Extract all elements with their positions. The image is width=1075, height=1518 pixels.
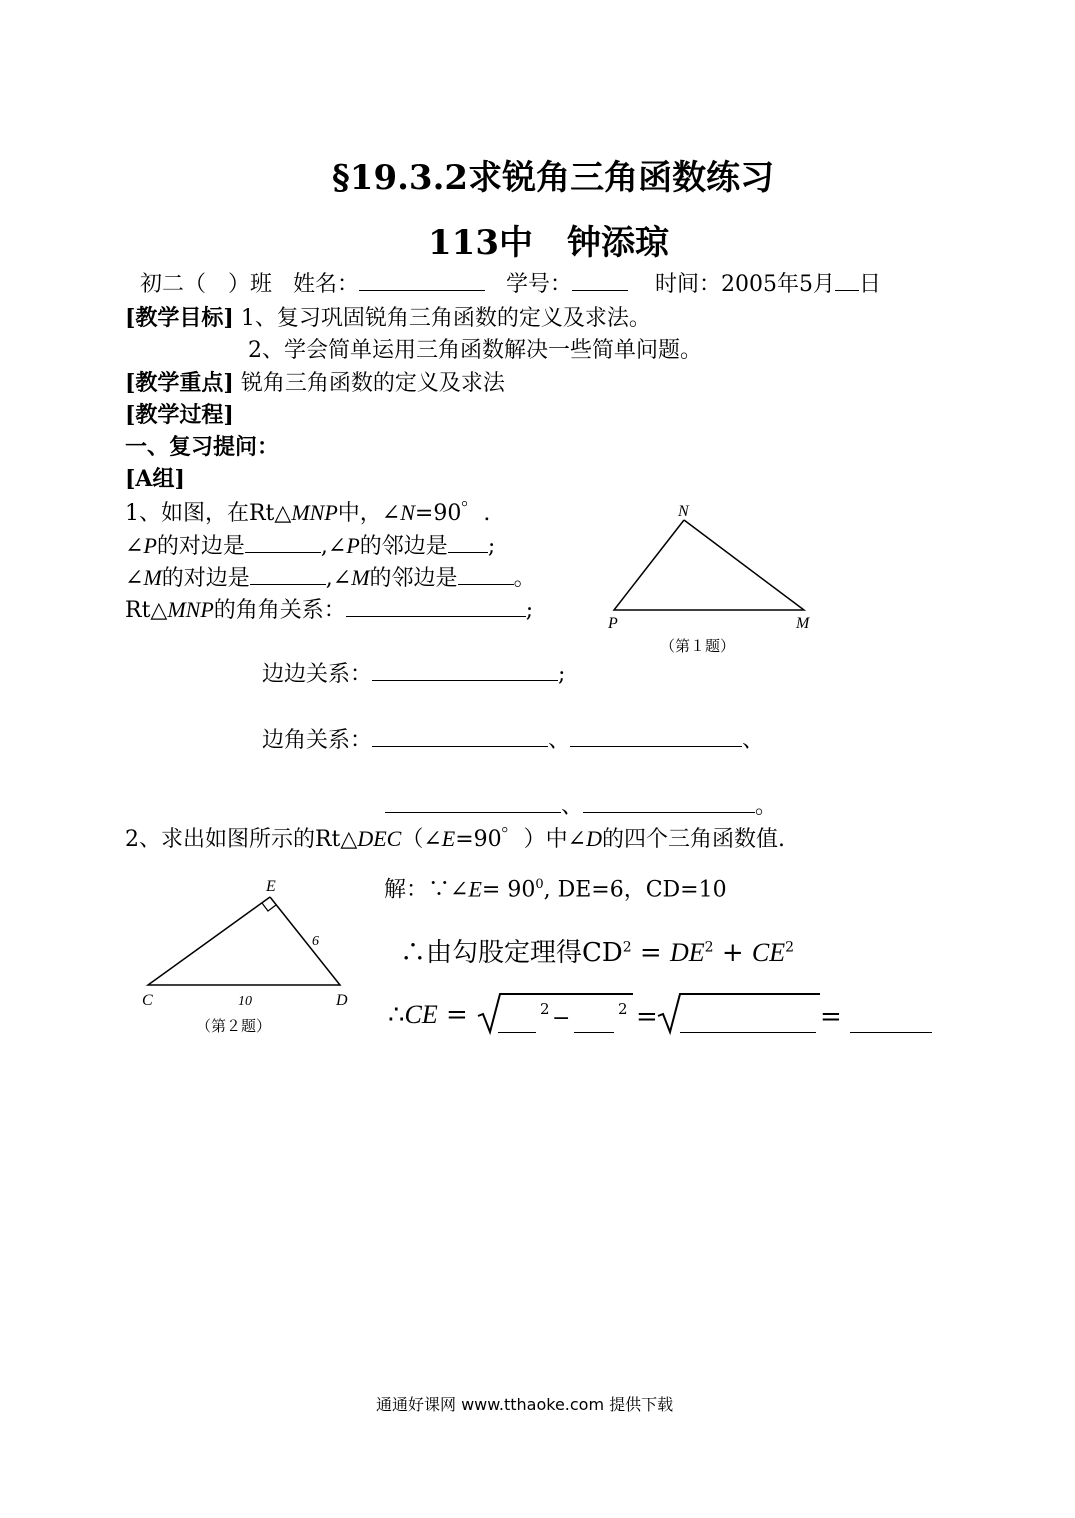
sqrt1-sup-a: 2 [540, 1000, 550, 1018]
ce-line-prefix [388, 1000, 468, 1030]
ce-result-blank[interactable] [850, 1012, 932, 1033]
angle-p-2: P [346, 533, 360, 558]
focus-label: [教学重点] [125, 370, 234, 396]
pythagoras-de: DE [670, 938, 705, 967]
degree-sup: 0 [535, 877, 544, 892]
q2-text-d: 的四个三角函数值. [601, 827, 785, 852]
triangle-mnp [614, 520, 804, 610]
q2-angle-d: D [586, 826, 602, 851]
m-adjacent-blank[interactable] [458, 564, 514, 585]
pythagoras-ce: CE [751, 938, 786, 967]
therefore-symbol: ∴ [388, 1000, 405, 1030]
vertex-n-label: N [678, 503, 689, 520]
vertex-c-label: C [142, 992, 153, 1009]
goal-item-2: 2、学会简单运用三角函数解决一些简单问题。 [248, 338, 702, 363]
footer-text: 通通好课网 www.tthaoke.com 提供下载 [376, 1395, 674, 1414]
side-angle-line-1: 边角关系： 、 、 [262, 728, 765, 753]
side-cd-label: 10 [238, 994, 252, 1009]
group-a-label: [A组] [125, 466, 185, 492]
p-adjacent-blank[interactable] [448, 532, 488, 553]
q1-text-b: 中，∠ [337, 501, 401, 526]
side-angle-line-2: 、 。 [385, 792, 777, 820]
goals-line-1 [125, 305, 651, 332]
solution-given: = 90 [481, 877, 536, 903]
q2-line [125, 826, 785, 853]
side-relation-label: 边边关系： [262, 662, 373, 687]
opp-label-p: 的对边是 [156, 534, 245, 559]
author-line: 113中 钟添琼 [428, 223, 669, 263]
side-ed-label: 6 [312, 934, 319, 949]
de-square: 2 [704, 939, 714, 956]
page-title: §19.3.2求锐角三角函数练习 [332, 158, 775, 198]
pythagoras-plus: + [713, 938, 752, 968]
ce-square: 2 [785, 939, 795, 956]
m-opposite-blank[interactable] [250, 564, 326, 585]
side-angle-relation-label: 边角关系： [262, 728, 373, 753]
sqrt1-blank-a[interactable] [498, 1012, 536, 1033]
side-angle-blank-2[interactable] [570, 726, 742, 747]
sqrt1-minus: − [552, 1006, 571, 1031]
info-line [140, 270, 881, 298]
angle-m: M [143, 565, 162, 590]
ce-equals: = [437, 1000, 468, 1030]
q2-text-a: 2、求出如图所示的Rt△ [125, 827, 358, 852]
side-angle-blank-1[interactable] [372, 726, 548, 747]
time-label: 时间：2005年5月 [655, 272, 836, 297]
pythagoras-text: ∴由勾股定理得CD [400, 938, 623, 968]
vertex-m-label: M [796, 615, 810, 632]
q1-triangle-name-2: MNP [167, 597, 214, 622]
rt-prefix: Rt△ [125, 598, 168, 623]
sqrt2-blank[interactable] [680, 1012, 816, 1033]
solution-prefix: 解：∵∠ [384, 877, 469, 903]
side-angle-blank-3[interactable] [385, 792, 561, 813]
figure-1-caption: （第１题） [660, 637, 736, 655]
q1-line-3: ∠M的对边是 ,∠M的邻边是 。 [125, 565, 536, 591]
q2-text-c: =90゜）中∠ [455, 827, 587, 852]
right-angle-mark [262, 903, 276, 911]
figure-2-caption: （第２题） [196, 1017, 272, 1035]
equals-2: = [636, 1002, 658, 1032]
solution-angle-e: E [468, 876, 482, 902]
q2-text-b: （∠ [401, 827, 442, 852]
class-label: 初二（ ）班 [140, 272, 273, 297]
figure-2-triangle [130, 875, 370, 1015]
student-id-blank[interactable] [572, 270, 628, 291]
solution-rest: , DE=6，CD=10 [543, 877, 727, 903]
q1-text-a: 1、如图，在Rt△ [125, 501, 292, 526]
process-label: [教学过程] [125, 402, 234, 428]
angle-m-2: M [351, 565, 370, 590]
section-1-label: 一、复习提问： [125, 434, 280, 460]
pythagoras-line [400, 932, 794, 969]
solution-given-line [384, 872, 727, 903]
side-relation-blank[interactable] [372, 660, 558, 681]
name-blank[interactable] [359, 270, 485, 291]
student-id-label: 学号： [506, 272, 573, 297]
q1-line-4: Rt△MNP的角角关系： ; [125, 597, 534, 623]
q1-triangle-name: MNP [291, 500, 338, 525]
cd-square: 2 [622, 939, 632, 956]
day-suffix: 日 [859, 272, 882, 297]
angle-relation-blank[interactable] [346, 596, 526, 617]
q1-line-1 [125, 500, 490, 527]
focus-text: 锐角三角函数的定义及求法 [240, 371, 505, 396]
goals-label: [教学目标] [125, 305, 234, 331]
angle-p: P [143, 533, 157, 558]
vertex-e-label: E [266, 878, 276, 895]
side-angle-blank-4[interactable] [583, 792, 755, 813]
equals-3: = [820, 1002, 842, 1032]
vertex-p-label: P [608, 615, 618, 632]
side-relation-line: 边边关系： ; [262, 662, 566, 687]
adj-label-m: 的邻边是 [369, 566, 458, 591]
name-label: 姓名： [293, 272, 360, 297]
q2-triangle-name: DEC [357, 826, 402, 851]
ce-variable: CE [404, 1000, 438, 1029]
day-blank[interactable] [835, 270, 859, 291]
opp-label-m: 的对边是 [161, 566, 250, 591]
sqrt1-sup-b: 2 [618, 1000, 628, 1018]
adj-label-p: 的邻边是 [359, 534, 448, 559]
q1-line-2: ∠P的对边是 ,∠P的邻边是 ; [125, 533, 496, 559]
q1-text-c: =90゜. [414, 501, 491, 526]
vertex-d-label: D [336, 992, 348, 1009]
q1-angle-n: N [400, 500, 415, 525]
focus-line [125, 370, 505, 397]
p-opposite-blank[interactable] [245, 532, 321, 553]
sqrt1-blank-b[interactable] [574, 1012, 614, 1033]
q2-angle-e: E [441, 826, 456, 851]
angle-relation-label: 的角角关系： [213, 598, 346, 623]
goal-item-1: 1、复习巩固锐角三角函数的定义及求法。 [240, 306, 651, 331]
pythagoras-eq: = [631, 938, 670, 968]
